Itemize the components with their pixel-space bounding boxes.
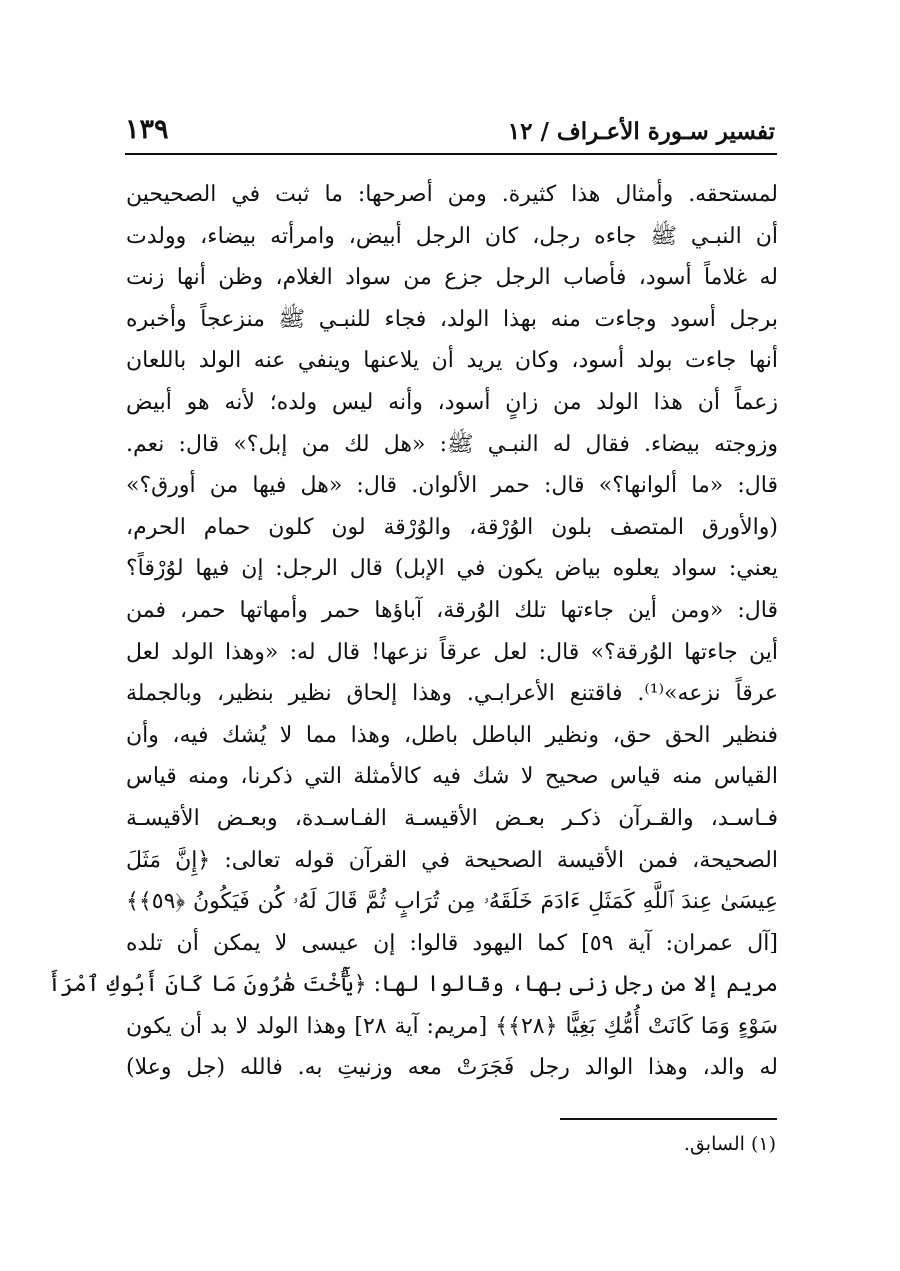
- text-line: قال: «ما ألوانها؟» قال: حمر الألوان. قال: «هل فيها من أورق؟»: [126, 473, 778, 499]
- text-line: برجل أسود وجاءت منه بهذا الولد، فجاء للنبـي ﷺ منزعجاً وأخبره: [126, 306, 778, 332]
- text-line: زعماً أن هذا الولد من زانٍ أسود، وأنه ليس ولده؛ لأنه هو أبيض: [126, 389, 778, 415]
- body-text: [48, 174, 778, 1089]
- header-divider: [125, 153, 777, 155]
- text-line: أين جاءتها الوُرقة؟» قال: لعل عرقاً نزعها! قال له: «وهذا الولد لعل: [126, 639, 778, 665]
- text-line: القياس منه قياس صحيح لا شك فيه كالأمثلة التي ذكرنا، ومنه قياس: [126, 764, 778, 790]
- text-line: قال: «ومن أين جاءتها تلك الوُرقة، آباؤها حمر وأمهاتها حمر، فمن: [126, 597, 778, 623]
- text-line: له غلاماً أسود، فأصاب الرجل جزع من سواد الغلام، وظن أنها زنت: [126, 265, 778, 291]
- text-line: عرقاً نزعه»⁽¹⁾. فاقتنع الأعرابـي. وهذا إلحاق نظير بنظير، وبالجملة: [126, 681, 778, 707]
- text-line: وزوجته بيضاء. فقال له النبـي ﷺ: «هل لك من إبل؟» قال: نعم.: [126, 431, 778, 457]
- footnote: (١) السابق.: [683, 1133, 776, 1155]
- text-line: (والأورق المتصف بلون الوُرْقة، والوُرْقة لون كلون حمام الحرم،: [126, 514, 778, 540]
- text-line: الصحيحة، فمن الأقيسة الصحيحة في القرآن قوله تعالى: ﴿إِنَّ مَثَلَ: [126, 847, 778, 873]
- footnote-divider: [560, 1118, 777, 1120]
- quran-verse-line: عِيسَىٰ عِندَ ٱللَّهِ كَمَثَلِ ءَادَمَ خَلَقَهُۥ مِن تُرَابٍ ثُمَّ قَالَ لَهُۥ كُن فَيَكُونُ ﴿٥٩﴾﴾: [126, 889, 778, 915]
- text-line: له والد، وهذا الوالد رجل فَجَرَتْ معه وزنيتِ به. فالله (جل وعلا): [126, 1055, 778, 1081]
- text-line: فـاسـد، والقـرآن ذكـر بعـض الأقيسـة الفـاسـدة، وبعـض الأقيسـة: [126, 805, 778, 831]
- page-header: [125, 112, 775, 150]
- text-line: لمستحقه. وأمثال هذا كثيرة. ومن أصرحها: ما ثبت في الصحيحين: [126, 182, 778, 207]
- page-number: ١٣٩: [125, 114, 169, 145]
- text-line: [آل عمران: آية ٥٩] كما اليهود قالوا: إن عيسى لا يمكن أن تلده: [126, 930, 778, 956]
- quran-verse-line: سَوْءٍ وَمَا كَانَتْ أُمُّكِ بَغِيًّا ﴿٢٨﴾﴾ [مريم: آية ٢٨] وهذا الولد لا بد أن يكون: [126, 1013, 778, 1039]
- text-line: فنظير الحق حق، ونظير الباطل باطل، وهذا مما لا يُشك فيه، وأن: [126, 722, 778, 748]
- text-line: أن النبـي ﷺ جاءه رجل، كان الرجل أبيض، وامرأته بيضاء، وولدت: [126, 223, 778, 249]
- text-line: أنها جاءت بولد أسود، وكان يريد أن يلاعنها وينفي عنه الولد باللعان: [126, 348, 778, 374]
- text-line: يعني: سواد يعلوه بياض يكون في الإبل) قال الرجل: إن فيها لوُرْقاً؟: [126, 556, 778, 582]
- running-title: تفسير سـورة الأعـراف / ١٢: [507, 118, 775, 145]
- quran-verse-line: مريم إلا من رجل زنى بها، وقالوا لها: ﴿يَٰٓأُخْتَ هَٰرُونَ مَا كَانَ أَبُوكِ ٱمْرَأَ: [48, 972, 778, 998]
